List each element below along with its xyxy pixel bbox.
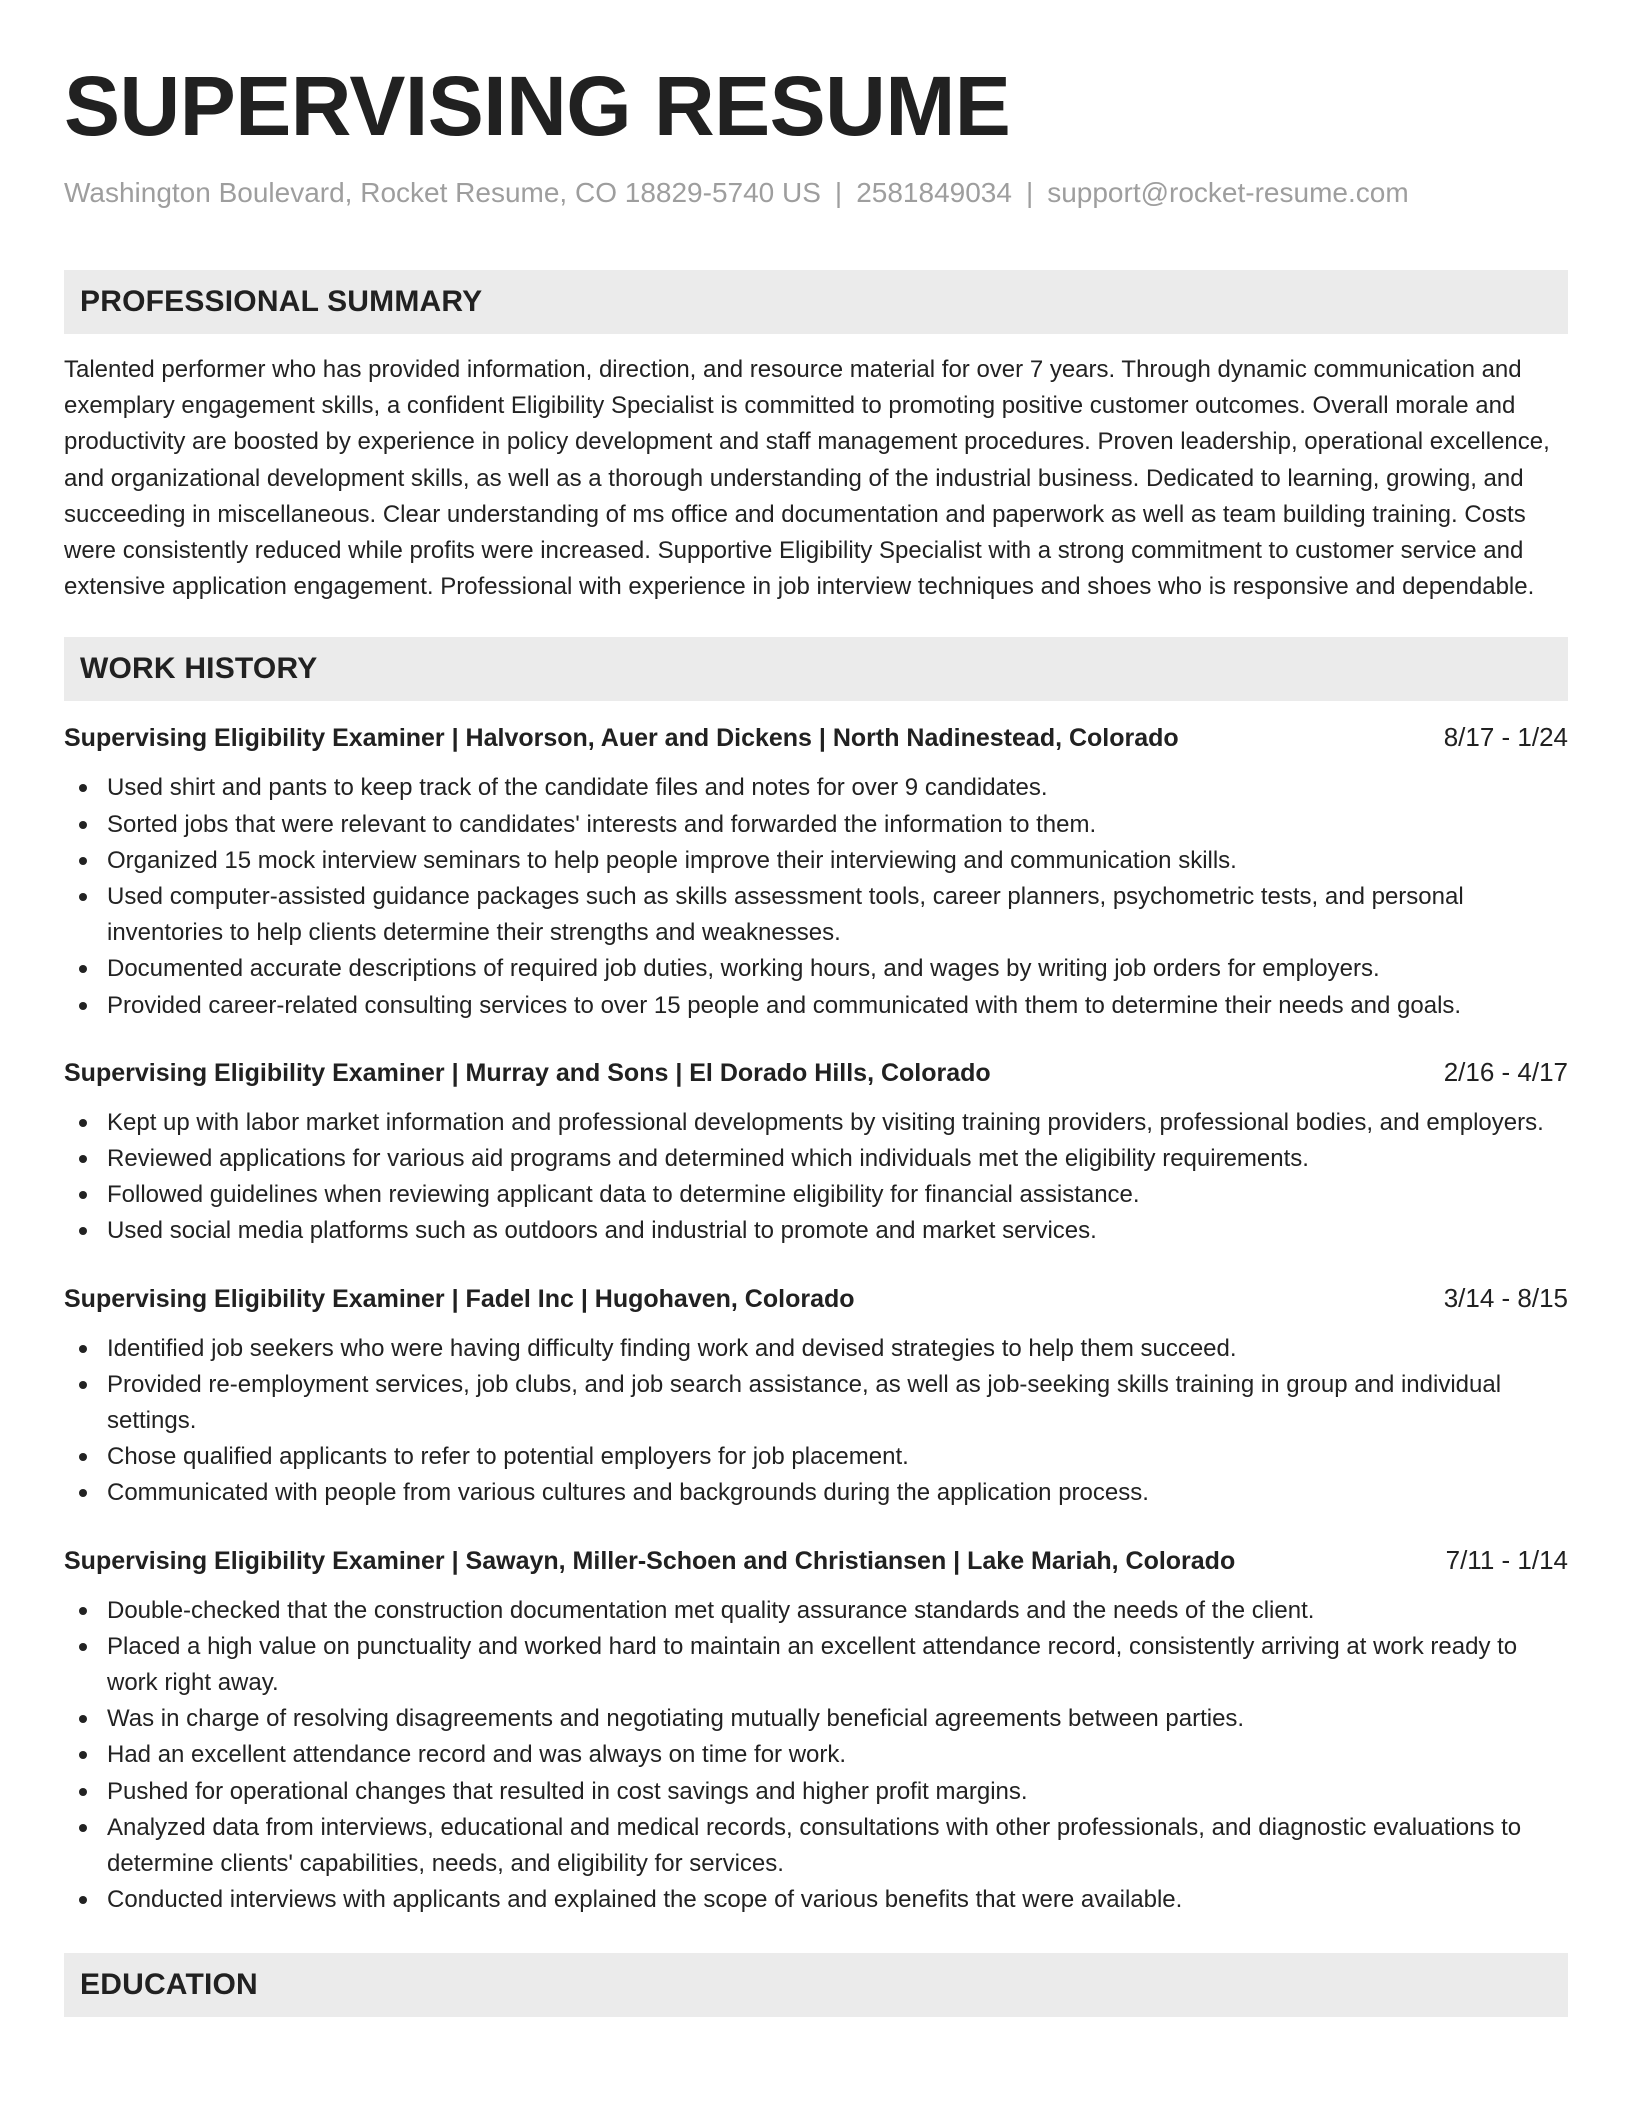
job-bullet-text: Analyzed data from interviews, educational and medical records, consultations with other professionals, and diagnostic evaluations to determine clients' capabilities, needs, and eligibility for services. [107,1813,1522,1878]
job-bullet-text: Provided re-employment services, job clubs, and job search assistance, as well as job-seeking skills training in group and individual settings. [107,1370,1502,1435]
job-bullet [64,1629,1568,1701]
job-title: Supervising Eligibility Examiner | Halvorson, Auer and Dickens | North Nadinestead, Colorado [64,724,1179,753]
contact-separator: | [1025,177,1034,208]
job-entry [64,1280,1568,1512]
job-dates: 3/14 - 8/15 [1443,1282,1568,1313]
job-bullet [64,1774,1568,1810]
job-bullet-text: Placed a high value on punctuality and worked hard to maintain an excellent attendance record, consistently arriving at work ready to work right away. [107,1632,1518,1697]
job-bullet [64,1141,1568,1177]
bullet-dot-icon [79,1788,87,1796]
job-bullet [64,1475,1568,1511]
job-bullet [64,1701,1568,1737]
job-bullet [64,1105,1568,1141]
job-bullet [64,807,1568,843]
job-bullet-text: Communicated with people from various cultures and backgrounds during the application process. [107,1479,1149,1507]
bullet-dot-icon [79,1002,87,1010]
job-dates: 2/16 - 4/17 [1443,1056,1568,1087]
job-bullet-text: Had an excellent attendance record and was always on time for work. [107,1741,847,1769]
job-dates: 8/17 - 1/24 [1443,722,1568,753]
job-bullet-text: Sorted jobs that were relevant to candidates' interests and forwarded the information to them. [107,810,1097,838]
bullet-dot-icon [79,1191,87,1199]
job-entry [64,1054,1568,1250]
bullet-dot-icon [79,1119,87,1127]
bullet-dot-icon [79,893,87,901]
job-title: Supervising Eligibility Examiner | Sawayn, Miller-Schoen and Christiansen | Lake Mariah, Colorado [64,1546,1236,1575]
contact-phone: 2581849034 [856,177,1012,208]
job-bullet [64,843,1568,879]
bullet-dot-icon [79,1227,87,1235]
job-bullet [64,1177,1568,1213]
job-bullet-list [64,1593,1568,1919]
job-bullet [64,1367,1568,1439]
bullet-dot-icon [79,1345,87,1353]
job-dates: 7/11 - 1/14 [1445,1544,1568,1575]
job-bullet-text: Pushed for operational changes that resulted in cost savings and higher profit margins. [107,1777,1028,1805]
job-bullet [64,1882,1568,1918]
job-bullet [64,1593,1568,1629]
bullet-dot-icon [79,784,87,792]
bullet-dot-icon [79,965,87,973]
contact-line [64,176,1568,210]
job-bullet [64,1439,1568,1475]
job-bullet-text: Organized 15 mock interview seminars to help people improve their interviewing and communication skills. [107,846,1237,874]
work-history-list [64,719,1568,1918]
bullet-dot-icon [79,821,87,829]
job-bullet-list [64,1105,1568,1250]
bullet-dot-icon [79,1155,87,1163]
resume-name: SUPERVISING RESUME [64,59,1011,153]
job-bullet-text: Kept up with labor market information and professional developments by visiting training providers, professional bodies, and employers. [107,1108,1544,1136]
job-entry [64,719,1568,1023]
job-bullet [64,770,1568,806]
job-bullet [64,1737,1568,1773]
work-history-header: WORK HISTORY [64,637,1568,701]
job-bullet-text: Reviewed applications for various aid programs and determined which individuals met the eligibility requirements. [107,1145,1309,1173]
job-header-row [64,1054,1568,1091]
bullet-dot-icon [79,1751,87,1759]
job-bullet-text: Identified job seekers who were having difficulty finding work and devised strategies to help them succeed. [107,1334,1237,1362]
professional-summary-header: PROFESSIONAL SUMMARY [64,270,1568,334]
job-bullet [64,1331,1568,1367]
bullet-dot-icon [79,1453,87,1461]
job-bullet-text: Followed guidelines when reviewing applicant data to determine eligibility for financial assistance. [107,1181,1140,1209]
job-bullet-list [64,1331,1568,1512]
bullet-dot-icon [79,1489,87,1497]
job-entry [64,1542,1568,1919]
job-bullet-text: Used social media platforms such as outdoors and industrial to promote and market services. [107,1217,1097,1245]
job-bullet-text: Conducted interviews with applicants and explained the scope of various benefits that were available. [107,1886,1183,1914]
job-title: Supervising Eligibility Examiner | Murray and Sons | El Dorado Hills, Colorado [64,1058,991,1087]
job-header-row [64,1280,1568,1317]
bullet-dot-icon [79,1896,87,1904]
bullet-dot-icon [79,1381,87,1389]
bullet-dot-icon [79,1824,87,1832]
job-bullet [64,988,1568,1024]
contact-email: support@rocket-resume.com [1047,177,1409,208]
education-header: EDUCATION [64,1953,1568,2017]
job-bullet-text: Used shirt and pants to keep track of the candidate files and notes for over 9 candidates. [107,774,1048,802]
contact-separator: | [834,177,843,208]
job-bullet-text: Used computer-assisted guidance packages such as skills assessment tools, career planners, psychometric tests, and personal inventories to help clients determine their strengths and weaknesses. [107,883,1464,947]
professional-summary-text: Talented performer who has provided information, direction, and resource material for over 7 years. Through dynamic communication and exemplary engagement skills, a confident Eligibility Specialist is committed to promoting positive customer outcomes. Overall morale and productivity are boosted by experience in policy development and staff management procedures. Proven leadership, operational excellence, and organizational development skills, as well as a thorough understanding of the industrial business. Dedicated to learning, growing, and succeeding in miscellaneous. Clear understanding of ms office and documentation and paperwork as well as team building training. Costs were consistently reduced while profits were increased. Supportive Eligibility Specialist with a strong commitment to customer service and extensive application engagement. Professional with experience in job interview techniques and shoes who is responsive and dependable. [64,356,1550,601]
job-bullet-list [64,770,1568,1023]
bullet-dot-icon [79,857,87,865]
job-bullet [64,951,1568,987]
job-bullet [64,1810,1568,1882]
job-title: Supervising Eligibility Examiner | Fadel Inc | Hugohaven, Colorado [64,1284,855,1313]
contact-address: Washington Boulevard, Rocket Resume, CO 18829-5740 US [64,177,821,208]
bullet-dot-icon [79,1607,87,1615]
job-bullet [64,1213,1568,1249]
bullet-dot-icon [79,1643,87,1651]
job-bullet [64,879,1568,951]
job-bullet-text: Documented accurate descriptions of required job duties, working hours, and wages by writing job orders for employers. [107,955,1380,983]
bullet-dot-icon [79,1715,87,1723]
job-bullet-text: Double-checked that the construction documentation met quality assurance standards and the needs of the client. [107,1596,1315,1624]
job-bullet-text: Chose qualified applicants to refer to potential employers for job placement. [107,1443,909,1471]
job-bullet-text: Was in charge of resolving disagreements and negotiating mutually beneficial agreements between parties. [107,1705,1245,1733]
job-header-row [64,1542,1568,1579]
job-bullet-text: Provided career-related consulting services to over 15 people and communicated with them to determine their needs and goals. [107,991,1462,1019]
job-header-row [64,719,1568,756]
